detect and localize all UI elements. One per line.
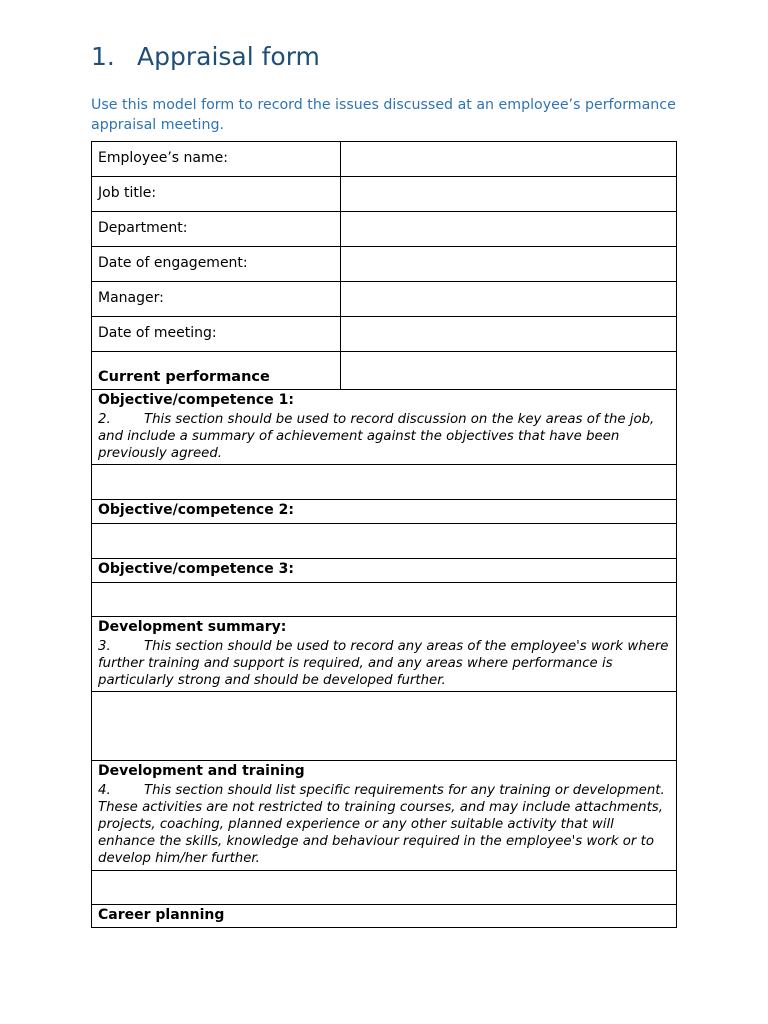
field-label: Date of engagement: — [92, 247, 341, 281]
career-planning-row — [91, 904, 677, 928]
manager-field[interactable] — [341, 282, 676, 316]
page-title — [91, 42, 320, 71]
note-number: 4. — [98, 783, 111, 798]
current-performance-heading: Current performance — [92, 352, 341, 389]
current-performance-field[interactable] — [341, 352, 676, 389]
field-row-job-title — [91, 176, 677, 211]
development-training-answer-field[interactable] — [91, 870, 677, 904]
field-row-date-of-engagement — [91, 246, 677, 281]
field-label: Department: — [92, 212, 341, 246]
date-of-meeting-field[interactable] — [341, 317, 676, 351]
job-title-field[interactable] — [341, 177, 676, 211]
field-row-manager — [91, 281, 677, 316]
note-text: This section should be used to record discussion on the key areas of the job, and include a summary of achievement against the objectives that have been previously agreed. — [98, 412, 655, 461]
field-row-employee-name — [91, 141, 677, 176]
field-label: Date of meeting: — [92, 317, 341, 351]
development-summary-answer-field[interactable] — [91, 691, 677, 760]
note-text: This section should be used to record any areas of the employee's work where further training and support is required, and any areas where performance is particularly strong and should be developed further. — [98, 639, 669, 688]
development-training-title: Development and training — [98, 763, 305, 779]
development-summary-title: Development summary: — [98, 619, 287, 635]
date-of-engagement-field[interactable] — [341, 247, 676, 281]
objective-1-row — [91, 389, 677, 464]
note-text: This section should list specific requirements for any training or development. These activities are not restricted to training courses, and may include attachments, projects, coaching, planned experience or any other suitable activity that will enhance the skills, knowledge and behaviour required in the employee's work or to develop him/her further. — [98, 783, 665, 866]
appraisal-form-table — [91, 141, 677, 928]
development-summary-note — [92, 636, 676, 689]
objective-1-title: Objective/competence 1: — [98, 392, 294, 408]
development-training-row — [91, 760, 677, 870]
development-summary-row — [91, 616, 677, 691]
field-label: Employee’s name: — [92, 142, 341, 176]
field-label: Manager: — [92, 282, 341, 316]
note-number: 2. — [98, 412, 111, 427]
title-number: 1. — [91, 42, 115, 71]
field-row-department — [91, 211, 677, 246]
employee-name-field[interactable] — [341, 142, 676, 176]
development-training-note — [92, 780, 676, 867]
objective-2-row — [91, 499, 677, 523]
field-label: Job title: — [92, 177, 341, 211]
objective-3-row — [91, 558, 677, 582]
objective-2-title: Objective/competence 2: — [98, 502, 294, 518]
objective-2-answer-field[interactable] — [91, 523, 677, 558]
department-field[interactable] — [341, 212, 676, 246]
title-text: Appraisal form — [137, 42, 320, 71]
objective-3-title: Objective/competence 3: — [98, 561, 294, 577]
objective-3-answer-field[interactable] — [91, 582, 677, 616]
career-planning-title: Career planning — [98, 907, 225, 923]
note-number: 3. — [98, 639, 111, 654]
current-performance-row — [91, 351, 677, 389]
field-row-date-of-meeting — [91, 316, 677, 351]
objective-1-answer-field[interactable] — [91, 464, 677, 499]
intro-text: Use this model form to record the issues discussed at an employee’s performance appraisal meeting. — [91, 97, 676, 133]
objective-1-note — [92, 409, 676, 462]
